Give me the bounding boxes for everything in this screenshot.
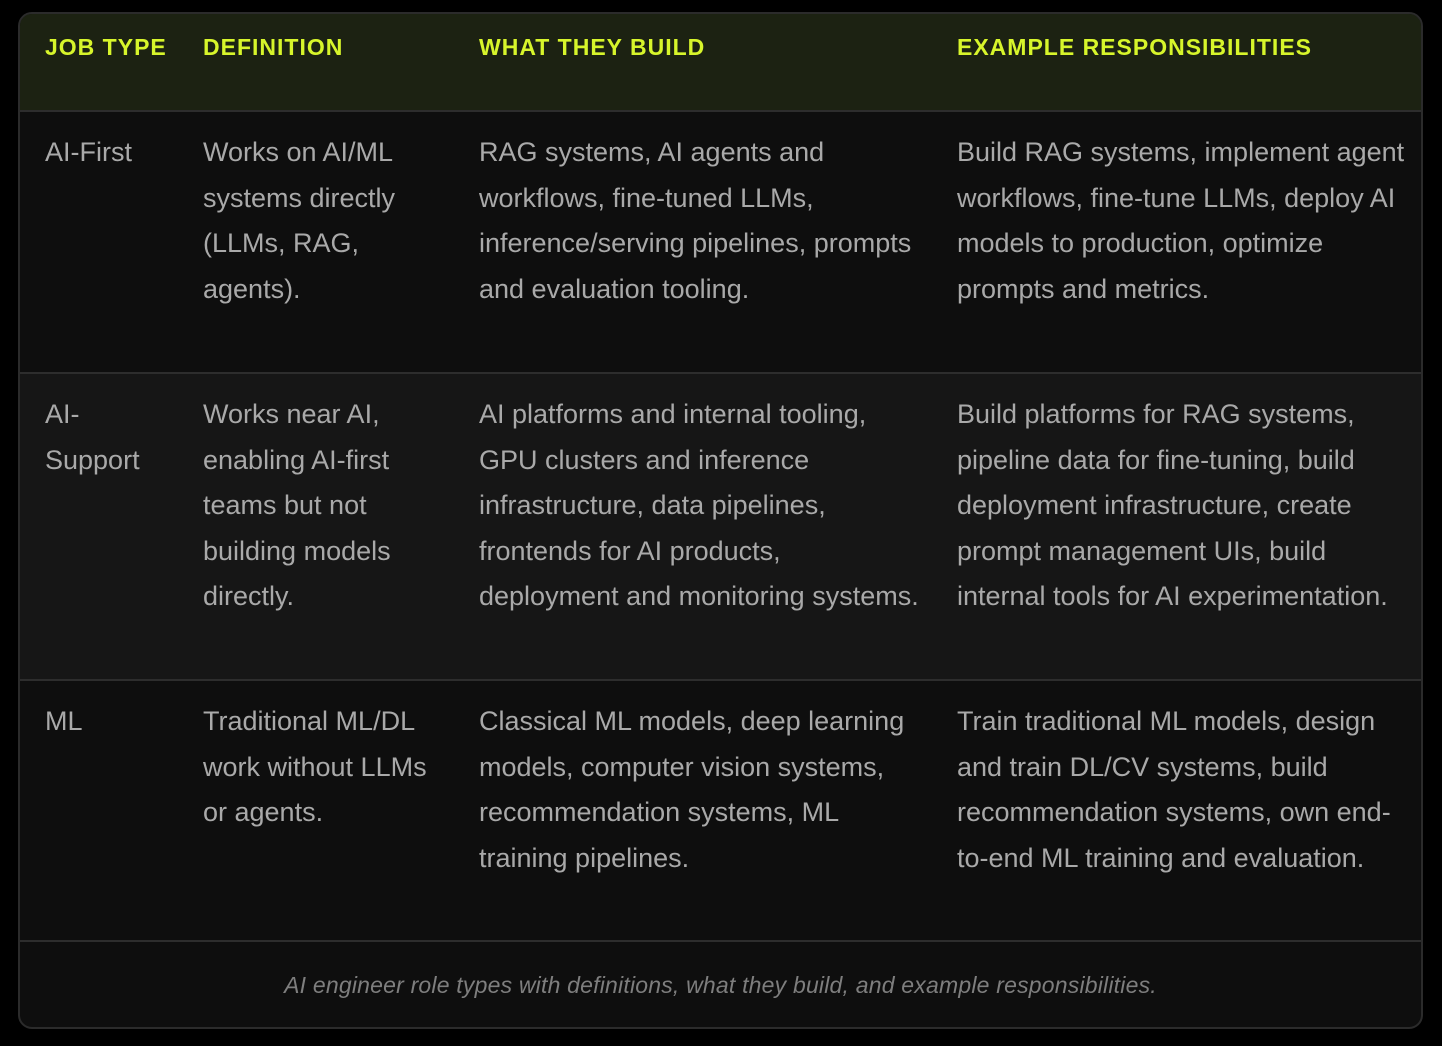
table-row (20, 373, 1421, 680)
cell-definition: Works near AI, enabling AI-first teams but not building models directly. (178, 373, 454, 680)
table-row (20, 680, 1421, 941)
cell-what-they-build: Classical ML models, deep learning models, computer vision systems, recommendation systems, ML training pipelines. (454, 680, 932, 941)
cell-responsibilities: Train traditional ML models, design and train DL/CV systems, build recommendation systems, own end-to-end ML training and evaluation. (932, 680, 1421, 941)
header-example-responsibilities: EXAMPLE RESPONSIBILITIES (932, 14, 1421, 111)
header-what-they-build: WHAT THEY BUILD (454, 14, 932, 111)
header-job-type: JOB TYPE (20, 14, 178, 111)
cell-job-type: AI-First (20, 111, 178, 373)
cell-what-they-build: RAG systems, AI agents and workflows, fine-tuned LLMs, inference/serving pipelines, prompts and evaluation tooling. (454, 111, 932, 373)
cell-responsibilities: Build RAG systems, implement agent workflows, fine-tune LLMs, deploy AI models to production, optimize prompts and metrics. (932, 111, 1421, 373)
table-row (20, 111, 1421, 373)
table-body (20, 111, 1421, 941)
cell-what-they-build: AI platforms and internal tooling, GPU clusters and inference infrastructure, data pipelines, frontends for AI products, deployment and monitoring systems. (454, 373, 932, 680)
header-definition: DEFINITION (178, 14, 454, 111)
cell-definition: Works on AI/ML systems directly (LLMs, RAG, agents). (178, 111, 454, 373)
table-caption: AI engineer role types with definitions, what they build, and example responsibilities. (284, 972, 1157, 998)
header-row (20, 14, 1421, 111)
cell-definition: Traditional ML/DL work without LLMs or agents. (178, 680, 454, 941)
table-card (18, 12, 1423, 1029)
cell-job-type: ML (20, 680, 178, 941)
job-types-table (20, 14, 1421, 942)
cell-responsibilities: Build platforms for RAG systems, pipeline data for fine-tuning, build deployment infrastructure, create prompt management UIs, build internal tools for AI experimentation. (932, 373, 1421, 680)
table-header (20, 14, 1421, 111)
cell-job-type: AI-Support (20, 373, 178, 680)
